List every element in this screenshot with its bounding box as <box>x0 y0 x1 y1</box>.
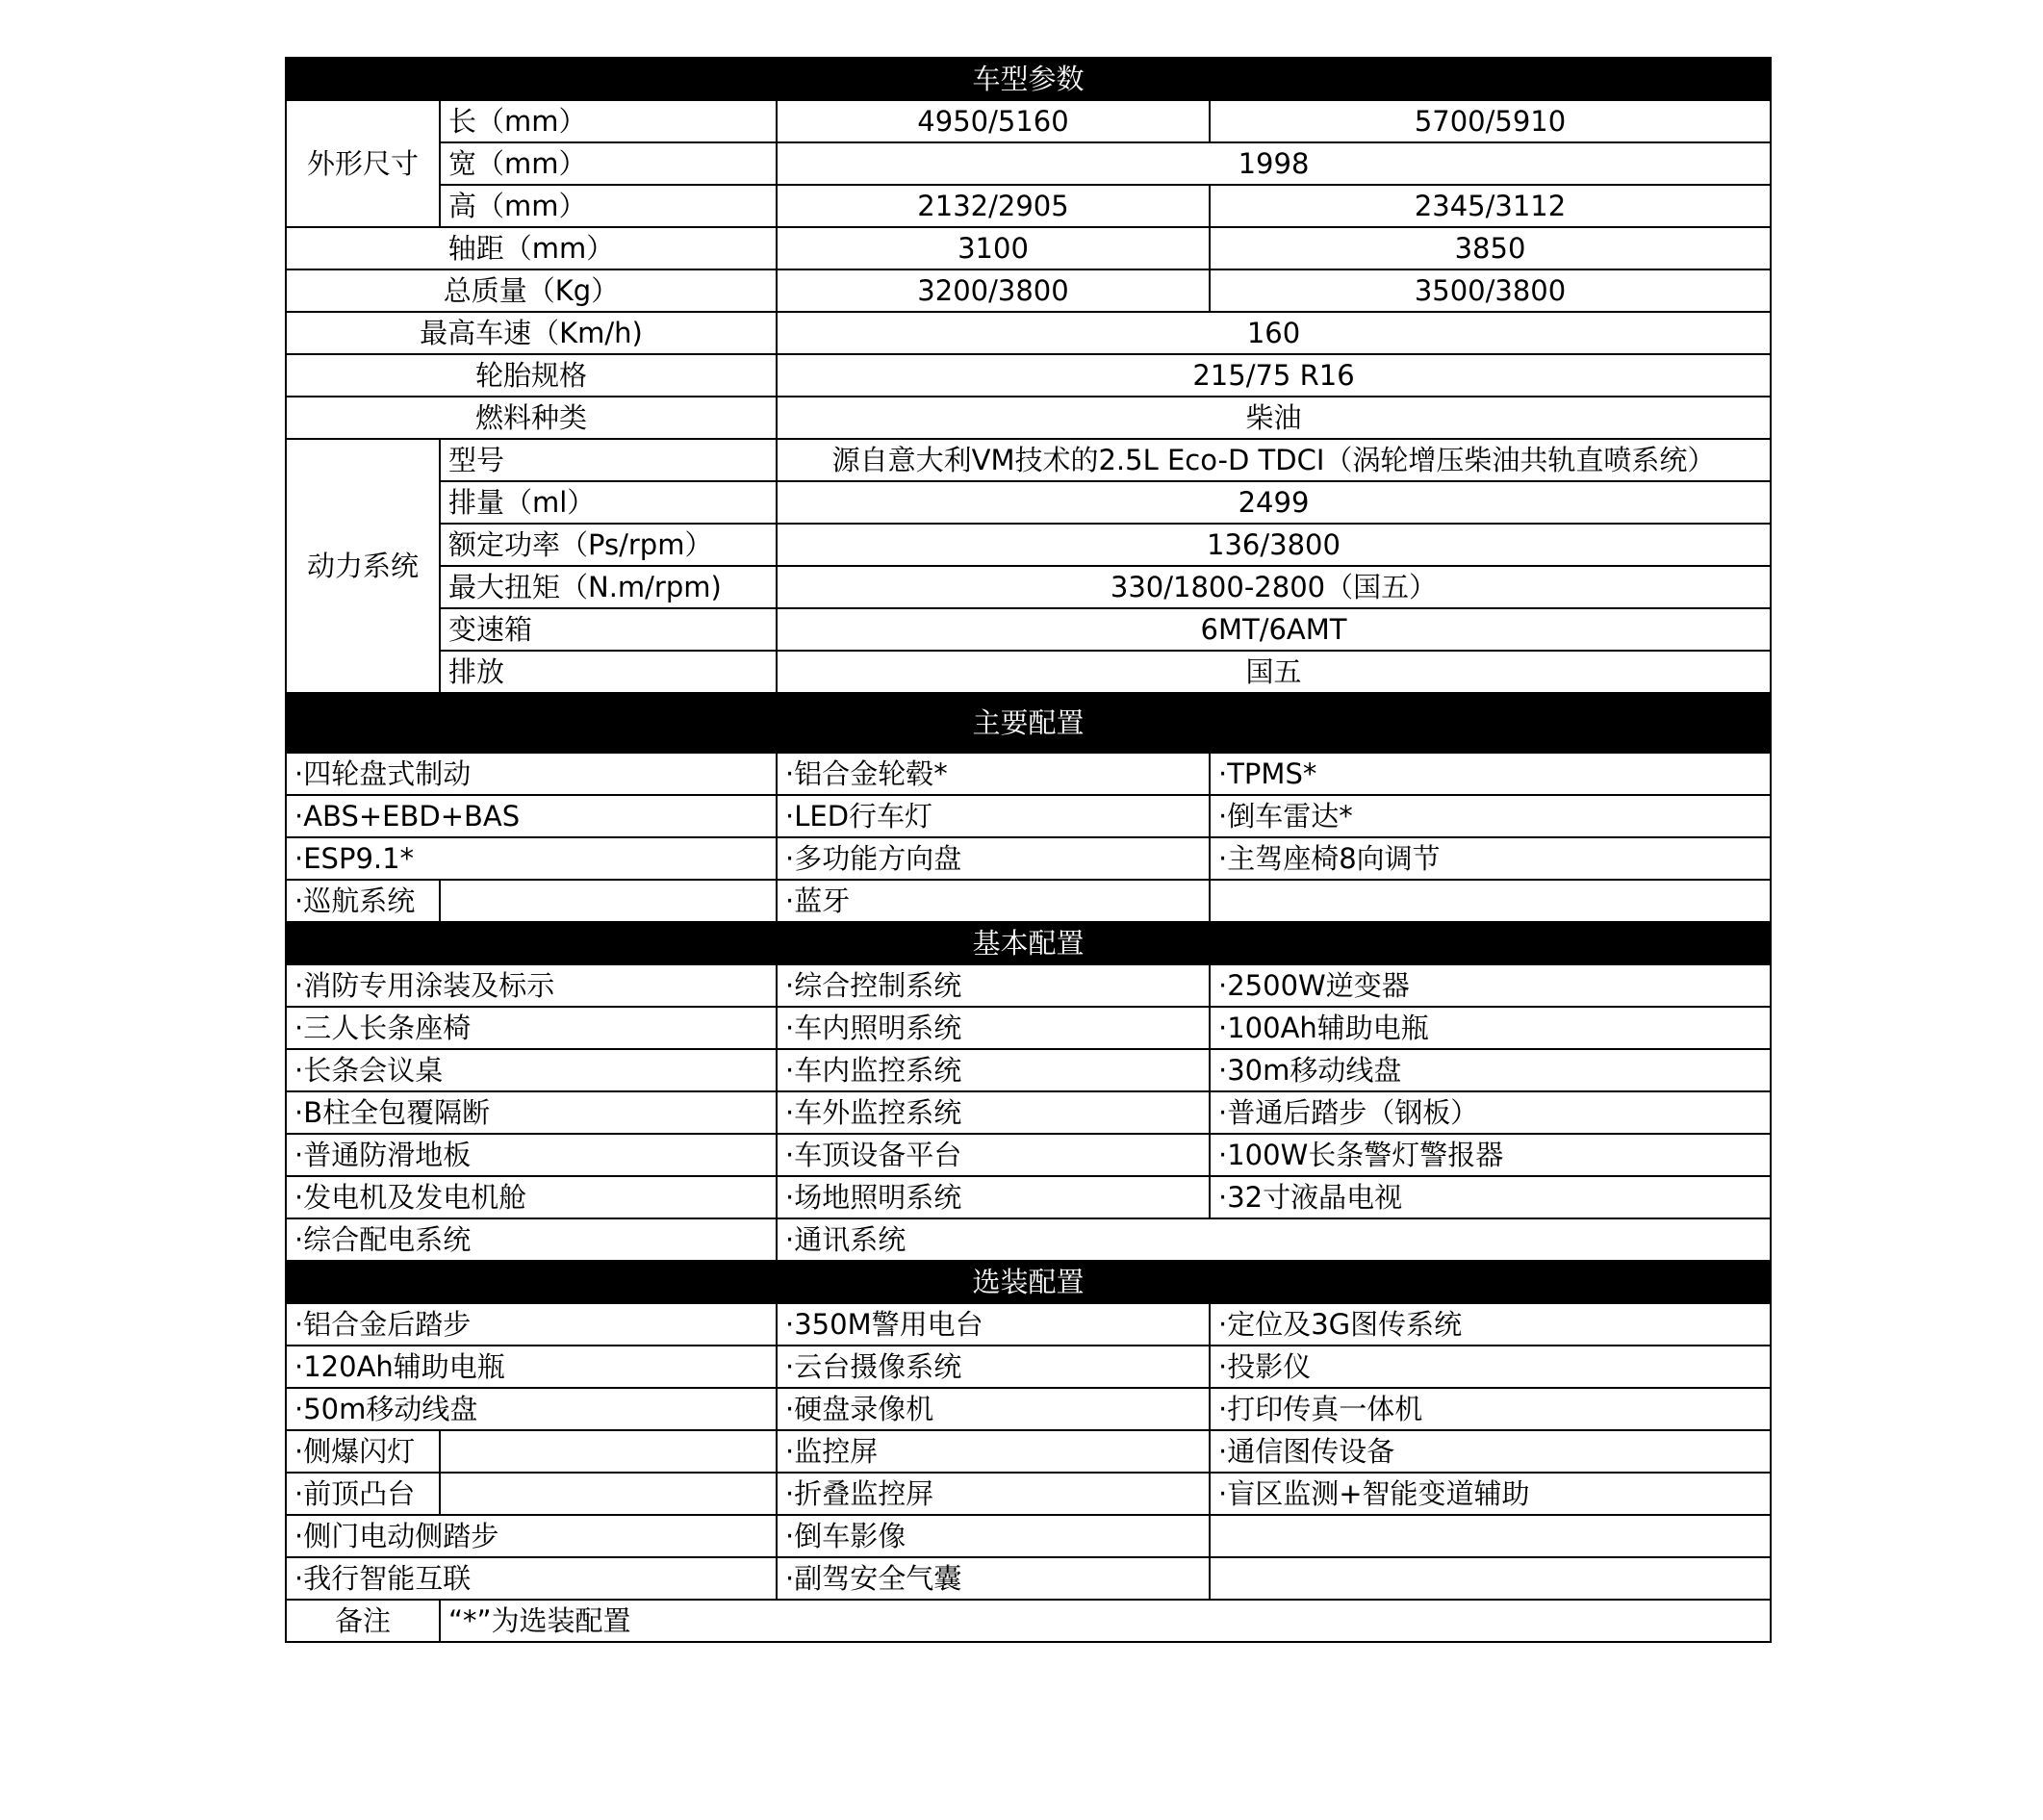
length-label: 长（mm） <box>440 100 777 142</box>
main-item <box>1210 880 1771 922</box>
table-row <box>286 1134 1771 1176</box>
wheelbase-value-a: 3100 <box>777 227 1210 269</box>
optional-item: ·350M警用电台 <box>777 1303 1210 1346</box>
table-row <box>286 795 1771 837</box>
remark-label: 备注 <box>286 1600 440 1642</box>
displacement-label: 排量（ml） <box>440 481 777 524</box>
table-row <box>286 142 1771 185</box>
table-row <box>286 1515 1771 1557</box>
optional-item: ·副驾安全气囊 <box>777 1557 1210 1600</box>
table-row <box>286 1049 1771 1091</box>
section-header-row <box>286 58 1771 100</box>
main-item: ·倒车雷达* <box>1210 795 1771 837</box>
dimensions-label: 外形尺寸 <box>286 100 440 227</box>
table-row <box>286 312 1771 354</box>
table-row <box>286 227 1771 269</box>
length-value-b: 5700/5910 <box>1210 100 1771 142</box>
empty-cell <box>1210 1515 1771 1557</box>
table-row <box>286 1557 1771 1600</box>
remark-text: “*”为选装配置 <box>440 1600 1771 1642</box>
speed-value: 160 <box>777 312 1771 354</box>
optional-item: ·50m移动线盘 <box>286 1388 777 1430</box>
gearbox-label: 变速箱 <box>440 608 777 651</box>
optional-item: ·监控屏 <box>777 1430 1210 1473</box>
wheelbase-value-b: 3850 <box>1210 227 1771 269</box>
basic-item: ·车内监控系统 <box>777 1049 1210 1091</box>
basic-item: ·消防专用涂装及标示 <box>286 964 777 1007</box>
section-header-row <box>286 1261 1771 1303</box>
table-row <box>286 1176 1771 1218</box>
table-row <box>286 524 1771 566</box>
basic-item: ·发电机及发电机舱 <box>286 1176 777 1218</box>
optional-item: ·通信图传设备 <box>1210 1430 1771 1473</box>
section-header-row <box>286 922 1771 964</box>
basic-item: ·车内照明系统 <box>777 1007 1210 1049</box>
optional-item: ·侧爆闪灯 <box>286 1430 440 1473</box>
displacement-value: 2499 <box>777 481 1771 524</box>
optional-item: ·120Ah辅助电瓶 <box>286 1346 777 1388</box>
main-item: ·TPMS* <box>1210 753 1771 795</box>
main-item: ·ESP9.1* <box>286 837 777 880</box>
main-item: ·多功能方向盘 <box>777 837 1210 880</box>
table-row <box>286 1600 1771 1642</box>
torque-value: 330/1800-2800（国五） <box>777 566 1771 608</box>
empty-cell <box>1210 1557 1771 1600</box>
section-title-optional: 选装配置 <box>286 1261 1771 1303</box>
basic-item: ·32寸液晶电视 <box>1210 1176 1771 1218</box>
main-item: ·蓝牙 <box>777 880 1210 922</box>
optional-item: ·盲区监测+智能变道辅助 <box>1210 1473 1771 1515</box>
length-value-a: 4950/5160 <box>777 100 1210 142</box>
section-title-params: 车型参数 <box>286 58 1771 100</box>
table-row <box>286 964 1771 1007</box>
optional-item: ·定位及3G图传系统 <box>1210 1303 1771 1346</box>
vehicle-spec-table <box>285 57 1772 1643</box>
basic-item: ·车顶设备平台 <box>777 1134 1210 1176</box>
model-label: 型号 <box>440 439 777 481</box>
mass-value-b: 3500/3800 <box>1210 269 1771 312</box>
model-value: 源自意大利VM技术的2.5L Eco-D TDCI（涡轮增压柴油共轨直喷系统） <box>777 439 1771 481</box>
empty-cell <box>440 1473 777 1515</box>
table-row <box>286 397 1771 439</box>
empty-cell <box>440 1430 777 1473</box>
table-row <box>286 608 1771 651</box>
rated-power-label: 额定功率（Ps/rpm） <box>440 524 777 566</box>
fuel-value: 柴油 <box>777 397 1771 439</box>
optional-item: ·倒车影像 <box>777 1515 1210 1557</box>
optional-item: ·我行智能互联 <box>286 1557 777 1600</box>
table-row <box>286 1473 1771 1515</box>
height-label: 高（mm） <box>440 185 777 227</box>
table-row <box>286 837 1771 880</box>
width-value: 1998 <box>777 142 1771 185</box>
section-title-basic: 基本配置 <box>286 922 1771 964</box>
table-row <box>286 1007 1771 1049</box>
height-value-b: 2345/3112 <box>1210 185 1771 227</box>
basic-item: ·B柱全包覆隔断 <box>286 1091 777 1134</box>
main-item: ·主驾座椅8向调节 <box>1210 837 1771 880</box>
empty-cell <box>440 880 777 922</box>
basic-item: ·综合配电系统 <box>286 1218 777 1261</box>
torque-label: 最大扭矩（N.m/rpm) <box>440 566 777 608</box>
optional-item: ·投影仪 <box>1210 1346 1771 1388</box>
main-item: ·ABS+EBD+BAS <box>286 795 777 837</box>
basic-item: ·30m移动线盘 <box>1210 1049 1771 1091</box>
wheelbase-label: 轴距（mm） <box>286 227 777 269</box>
table-row <box>286 1346 1771 1388</box>
main-item: ·巡航系统 <box>286 880 440 922</box>
main-item: ·四轮盘式制动 <box>286 753 777 795</box>
optional-item: ·硬盘录像机 <box>777 1388 1210 1430</box>
table-row <box>286 100 1771 142</box>
main-item: ·铝合金轮毂* <box>777 753 1210 795</box>
optional-item: ·铝合金后踏步 <box>286 1303 777 1346</box>
section-header-row <box>286 693 1771 753</box>
tire-label: 轮胎规格 <box>286 354 777 397</box>
table-row <box>286 1218 1771 1261</box>
mass-value-a: 3200/3800 <box>777 269 1210 312</box>
table-row <box>286 1303 1771 1346</box>
optional-item: ·侧门电动侧踏步 <box>286 1515 777 1557</box>
basic-item: ·车外监控系统 <box>777 1091 1210 1134</box>
optional-item: ·前顶凸台 <box>286 1473 440 1515</box>
emission-label: 排放 <box>440 651 777 693</box>
power-system-label: 动力系统 <box>286 439 440 693</box>
basic-item: ·100W长条警灯警报器 <box>1210 1134 1771 1176</box>
basic-item: ·三人长条座椅 <box>286 1007 777 1049</box>
section-title-main: 主要配置 <box>286 693 1771 753</box>
table-row <box>286 880 1771 922</box>
basic-item: ·100Ah辅助电瓶 <box>1210 1007 1771 1049</box>
table-row <box>286 753 1771 795</box>
height-value-a: 2132/2905 <box>777 185 1210 227</box>
width-label: 宽（mm） <box>440 142 777 185</box>
table-row <box>286 269 1771 312</box>
table-row <box>286 481 1771 524</box>
table-row <box>286 354 1771 397</box>
tire-value: 215/75 R16 <box>777 354 1771 397</box>
basic-item: ·场地照明系统 <box>777 1176 1210 1218</box>
basic-item: ·长条会议桌 <box>286 1049 777 1091</box>
optional-item: ·折叠监控屏 <box>777 1473 1210 1515</box>
table-row <box>286 439 1771 481</box>
table-row <box>286 566 1771 608</box>
optional-item: ·云台摄像系统 <box>777 1346 1210 1388</box>
speed-label: 最高车速（Km/h) <box>286 312 777 354</box>
gearbox-value: 6MT/6AMT <box>777 608 1771 651</box>
mass-label: 总质量（Kg） <box>286 269 777 312</box>
basic-item: ·综合控制系统 <box>777 964 1210 1007</box>
rated-power-value: 136/3800 <box>777 524 1771 566</box>
table-row <box>286 1091 1771 1134</box>
table-row <box>286 185 1771 227</box>
basic-item: ·2500W逆变器 <box>1210 964 1771 1007</box>
basic-item: ·通讯系统 <box>777 1218 1771 1261</box>
table-row <box>286 651 1771 693</box>
emission-value: 国五 <box>777 651 1771 693</box>
main-item: ·LED行车灯 <box>777 795 1210 837</box>
fuel-label: 燃料种类 <box>286 397 777 439</box>
optional-item: ·打印传真一体机 <box>1210 1388 1771 1430</box>
basic-item: ·普通防滑地板 <box>286 1134 777 1176</box>
table-row <box>286 1388 1771 1430</box>
basic-item: ·普通后踏步（钢板） <box>1210 1091 1771 1134</box>
table-row <box>286 1430 1771 1473</box>
